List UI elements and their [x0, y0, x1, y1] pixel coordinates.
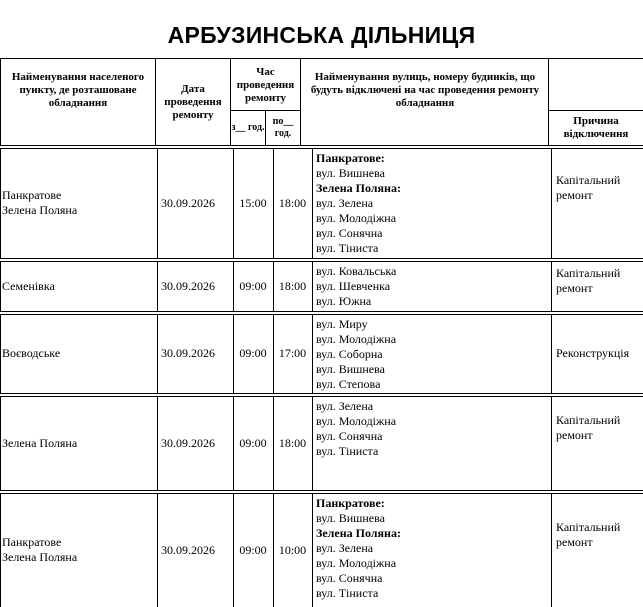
date-cell	[161, 493, 231, 607]
time-to-cell	[273, 396, 312, 490]
street-item: вул. Вишнева	[316, 511, 385, 525]
reason-cell	[556, 261, 643, 311]
settlement-name: Зелена Поляна	[2, 550, 78, 564]
time-from-cell	[234, 493, 272, 607]
street-item: вул. Тіниста	[316, 241, 379, 255]
column-border	[0, 396, 1, 490]
date-value: 30.09.2026	[161, 435, 215, 450]
street-item: вул. Шевченка	[316, 279, 391, 293]
reason-text: Капітальний	[556, 173, 621, 187]
reason-text: ремонт	[556, 281, 593, 295]
settlement-heading: Зелена Поляна:	[316, 181, 401, 195]
row-border	[0, 258, 643, 259]
column-border	[551, 396, 552, 490]
column-border	[312, 148, 313, 258]
street-item: вул. Сонячна	[316, 429, 383, 443]
reason-cell	[556, 493, 643, 607]
header-streets	[302, 60, 548, 120]
street-item: вул. Молодіжна	[316, 414, 397, 428]
row-border	[0, 311, 643, 312]
settlement-cell	[2, 261, 154, 311]
reason-cell	[556, 396, 643, 490]
settlement-name: Зелена Поляна	[2, 435, 78, 450]
date-cell	[161, 148, 231, 258]
street-item: вул. Миру	[316, 317, 368, 331]
street-item: вул. Молодіжна	[316, 332, 397, 346]
settlement-name: Зелена Поляна	[2, 203, 78, 217]
time-to-value: 18:00	[278, 435, 307, 450]
street-item: вул. Молодіжна	[316, 211, 397, 225]
streets-cell	[316, 496, 548, 607]
reason-text: Капітальний	[556, 413, 621, 427]
header-settlement-label: Найменування населеного пункту, де розташоване обладнання	[11, 70, 145, 109]
street-item: вул. Соборна	[316, 347, 383, 361]
date-value: 30.09.2026	[161, 542, 215, 557]
time-to-cell	[273, 314, 312, 393]
header-date	[156, 60, 230, 144]
reason-text: ремонт	[556, 188, 593, 202]
column-border	[551, 314, 552, 393]
date-cell	[161, 396, 231, 490]
column-border	[0, 58, 1, 146]
street-item: вул. Сонячна	[316, 226, 383, 240]
column-border	[0, 148, 1, 258]
streets-cell	[316, 151, 548, 258]
column-border	[0, 493, 1, 607]
column-border	[157, 396, 158, 490]
settlement-name: Воєводське	[2, 346, 61, 360]
time-from-cell	[234, 148, 272, 258]
settlement-cell	[2, 396, 154, 490]
reason-text: Реконструкція	[556, 346, 630, 360]
column-border	[0, 261, 1, 311]
reason-cell	[556, 314, 643, 393]
column-border	[312, 261, 313, 311]
time-from-value: 09:00	[239, 278, 267, 293]
date-cell	[161, 314, 231, 393]
header-time-label: Час проведення ремонту	[236, 65, 295, 104]
streets-cell	[316, 264, 548, 311]
time-to-value: 18:00	[278, 278, 307, 293]
column-border	[157, 148, 158, 258]
column-border	[157, 493, 158, 607]
date-value: 30.09.2026	[161, 195, 215, 210]
header-streets-label: Найменування вулиць, номеру будинків, що будуть відключені на час проведення ремонту обладнання	[310, 70, 540, 109]
column-border	[157, 261, 158, 311]
reason-text: ремонт	[556, 535, 593, 549]
street-item: вул. Зелена	[316, 541, 374, 555]
header-time	[231, 60, 300, 110]
column-border	[551, 493, 552, 607]
header-time-from	[231, 112, 265, 144]
column-border	[551, 148, 552, 258]
street-item: вул. Зелена	[316, 196, 374, 210]
page-title: АРБУЗИНСЬКА ДІЛЬНИЦЯ	[167, 22, 476, 48]
header-time-to-label: по__ год.	[272, 116, 294, 139]
row-border	[0, 393, 643, 394]
header-reason	[549, 112, 643, 144]
street-item: вул. Сонячна	[316, 571, 383, 585]
column-border	[312, 314, 313, 393]
time-to-value: 17:00	[278, 346, 307, 360]
time-from-value: 15:00	[239, 195, 267, 210]
reason-cell	[556, 148, 643, 258]
header-time-to	[266, 112, 300, 144]
time-to-cell	[273, 148, 312, 258]
column-border	[0, 314, 1, 393]
time-from-value: 09:00	[239, 435, 267, 450]
time-from-cell	[234, 261, 272, 311]
time-to-cell	[273, 261, 312, 311]
street-item: вул. Южна	[316, 294, 372, 308]
column-border	[157, 314, 158, 393]
street-item: вул. Вишнева	[316, 362, 385, 376]
date-value: 30.09.2026	[161, 346, 215, 360]
settlement-heading: Панкратове:	[316, 496, 385, 510]
settlement-heading: Панкратове:	[316, 151, 385, 165]
street-item: вул. Ковальська	[316, 264, 397, 278]
header-reason-label: Причина відключення	[563, 115, 629, 140]
row-border	[0, 490, 643, 491]
header-date-label: Дата проведення ремонту	[164, 82, 222, 121]
time-to-cell	[273, 493, 312, 607]
header-time-from-label: з__ год.	[231, 122, 265, 133]
time-to-value: 10:00	[278, 542, 307, 557]
column-border	[312, 396, 313, 490]
street-item: вул. Зелена	[316, 399, 374, 413]
time-from-value: 09:00	[239, 542, 267, 557]
reason-text: Капітальний	[556, 520, 621, 534]
time-to-value: 18:00	[278, 195, 307, 210]
time-from-cell	[234, 314, 272, 393]
time-from-cell	[234, 396, 272, 490]
settlement-heading: Зелена Поляна:	[316, 526, 401, 540]
reason-text: ремонт	[556, 428, 593, 442]
street-item: вул. Степова	[316, 377, 381, 391]
date-value: 30.09.2026	[161, 278, 215, 293]
time-from-value: 09:00	[239, 346, 267, 360]
settlement-cell	[2, 493, 154, 607]
settlement-cell	[2, 314, 154, 393]
streets-cell	[316, 317, 548, 393]
street-item: вул. Вишнева	[316, 166, 385, 180]
settlement-name: Панкратове	[2, 535, 62, 549]
street-item: вул. Тіниста	[316, 586, 379, 600]
settlement-cell	[2, 148, 154, 258]
settlement-name: Панкратове	[2, 188, 62, 202]
street-item: вул. Молодіжна	[316, 556, 397, 570]
street-item: вул. Тіниста	[316, 444, 379, 458]
column-border	[551, 261, 552, 311]
settlement-name: Семенівка	[2, 278, 55, 293]
header-settlement	[2, 60, 154, 120]
column-border	[312, 493, 313, 607]
date-cell	[161, 261, 231, 311]
streets-cell	[316, 399, 548, 490]
reason-text: Капітальний	[556, 266, 621, 280]
